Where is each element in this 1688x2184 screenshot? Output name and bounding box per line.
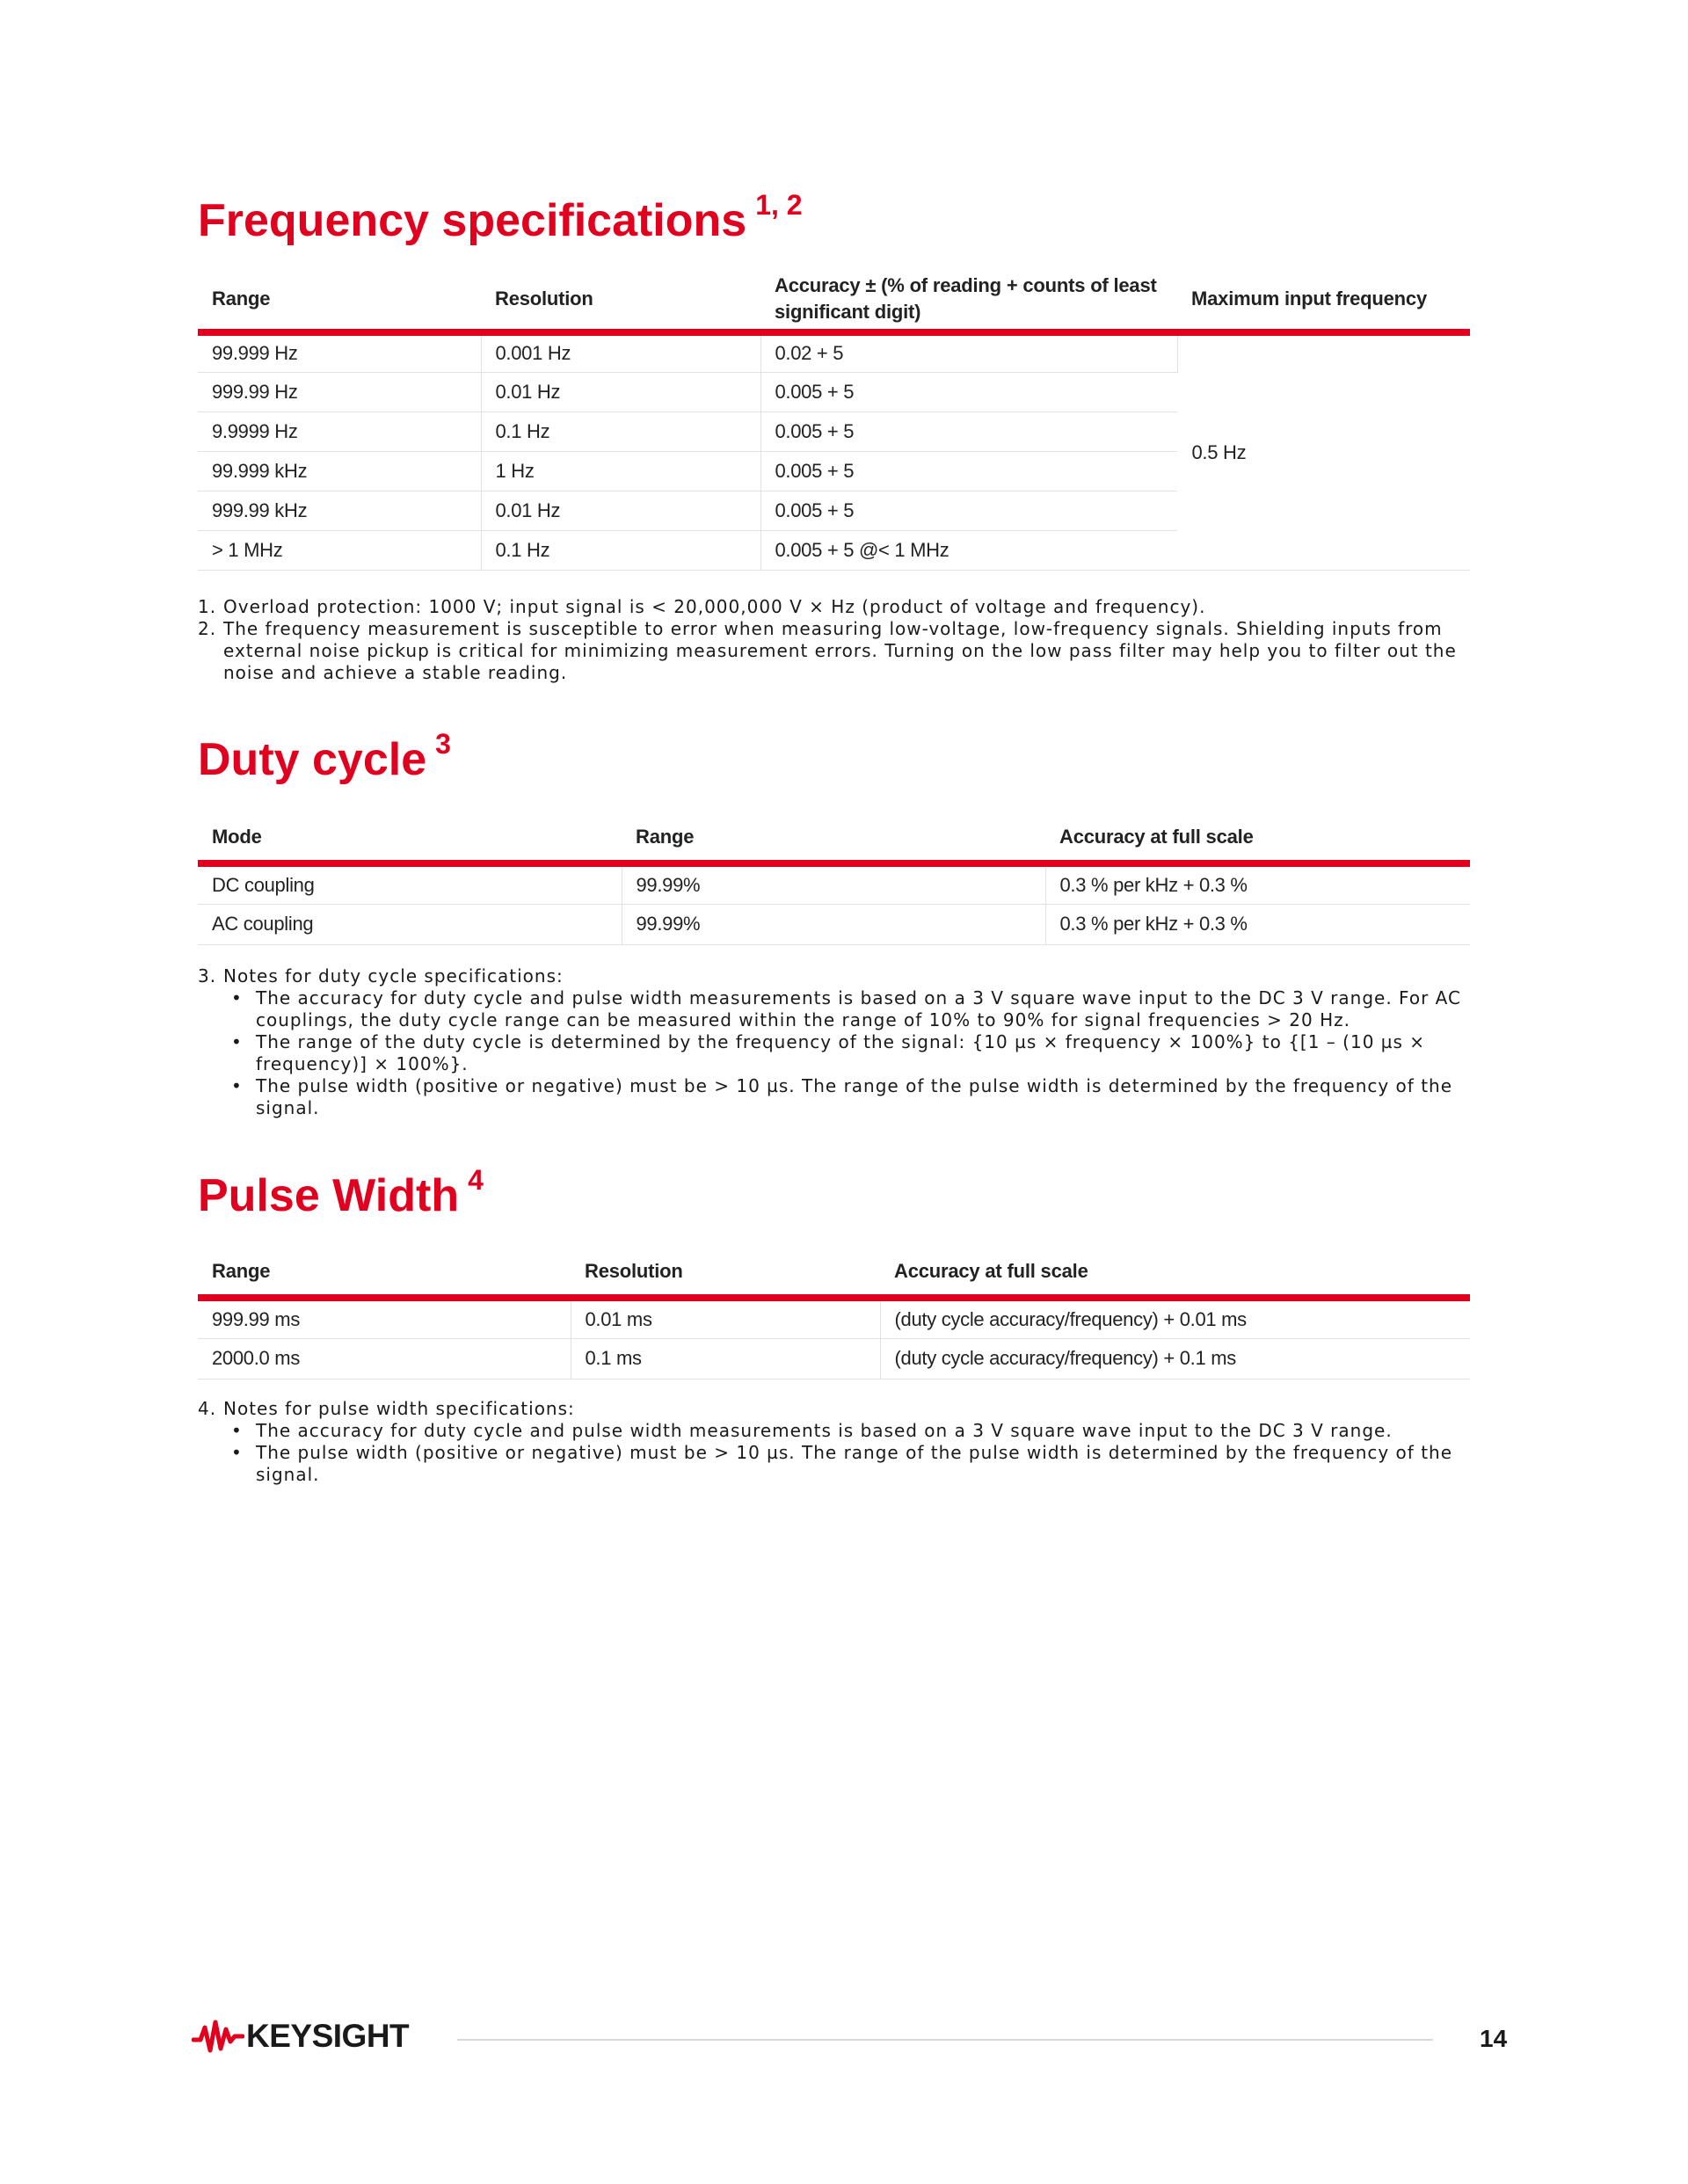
column-header: Accuracy ± (% of reading + counts of least significant digit) <box>760 268 1177 332</box>
column-header: Accuracy at full scale <box>880 1249 1470 1298</box>
table-cell: 99.999 Hz <box>198 332 481 372</box>
table-cell: DC coupling <box>198 863 622 904</box>
table-cell: > 1 MHz <box>198 530 481 570</box>
table-cell: 999.99 Hz <box>198 372 481 411</box>
table-cell: 99.999 kHz <box>198 451 481 491</box>
column-header: Range <box>198 1249 571 1298</box>
footnote: 3. Notes for duty cycle specifications: • The accuracy for duty cycle and pulse width measurements is based on a 3 V square wave input to the DC 3 V range. For AC couplings, the duty cycle range can be measured within the range of 10% to 90% for signal frequencies > 20 Hz. • The range of the duty cycle is determined by the frequency of the signal: {10 µs × frequency × 100%} to {[1 – (10 µs × frequency)] × 100%}. • The pulse width (positive or negative) must be > 10 µs. The range of the pulse width is determined by the frequency of the signal. <box>198 965 1481 1119</box>
table-cell: 0.1 Hz <box>481 411 760 451</box>
table-cell: (duty cycle accuracy/frequency) + 0.1 ms <box>880 1338 1470 1379</box>
table-cell: 0.3 % per kHz + 0.3 % <box>1045 904 1470 944</box>
keysight-logo <box>192 2017 409 2056</box>
table-cell: 0.3 % per kHz + 0.3 % <box>1045 863 1470 904</box>
table-row <box>198 904 1470 944</box>
table-cell: 0.001 Hz <box>481 332 760 372</box>
table-cell: 0.1 ms <box>571 1338 880 1379</box>
table-cell: 0.005 + 5 <box>760 491 1177 530</box>
frequency-header-row <box>198 268 1470 332</box>
footnote-bullet: • The pulse width (positive or negative) must be > 10 µs. The range of the pulse width is determined by the frequency of the signal. <box>231 1075 1453 1118</box>
frequency-title: Frequency specifications $^{1, 2}$ <box>198 188 803 246</box>
table-cell: 0.005 + 5 <box>760 451 1177 491</box>
duty-cycle-title-footnote-ref: 3 <box>435 727 451 760</box>
duty-cycle-header-row <box>198 813 1470 863</box>
footer-divider <box>457 2039 1433 2041</box>
footnote-bullet: • The pulse width (positive or negative) must be > 10 µs. The range of the pulse width is determined by the frequency of the signal. <box>231 1442 1453 1485</box>
table-row <box>198 332 1470 372</box>
frequency-title-footnote-ref: 1, 2 <box>755 188 803 221</box>
table-cell: 9.9999 Hz <box>198 411 481 451</box>
table-cell: 0.01 Hz <box>481 491 760 530</box>
max-input-frequency-cell: 0.5 Hz <box>1177 332 1470 570</box>
table-cell: 0.005 + 5 <box>760 411 1177 451</box>
duty-cycle-table <box>198 813 1470 945</box>
page-number: 14 <box>1480 2025 1508 2052</box>
column-header: Mode <box>198 813 622 863</box>
frequency-footnotes <box>198 596 1481 684</box>
column-header: Maximum input frequency <box>1177 268 1470 332</box>
table-cell: 1 Hz <box>481 451 760 491</box>
table-row <box>198 1298 1470 1338</box>
table-cell: 0.005 + 5 <box>760 372 1177 411</box>
pulse-width-header-row <box>198 1249 1470 1298</box>
footnote: 2. The frequency measurement is susceptible to error when measuring low-voltage, low-frequency signals. Shielding inputs from external noise pickup is critical for minimizing measurement errors. Turning on the low pass filter may help you to filter out the noise and achieve a stable reading. <box>198 618 1457 683</box>
table-cell: AC coupling <box>198 904 622 944</box>
table-row <box>198 863 1470 904</box>
pulse-width-table <box>198 1249 1470 1380</box>
table-cell: 0.1 Hz <box>481 530 760 570</box>
frequency-table <box>198 268 1470 571</box>
table-cell: 999.99 kHz <box>198 491 481 530</box>
table-cell: 0.01 Hz <box>481 372 760 411</box>
pulse-width-footnotes <box>198 1398 1481 1486</box>
table-cell: 0.02 + 5 <box>760 332 1177 372</box>
column-header: Resolution <box>571 1249 880 1298</box>
table-cell: (duty cycle accuracy/frequency) + 0.01 ms <box>880 1298 1470 1338</box>
footnote: 4. Notes for pulse width specifications: • The accuracy for duty cycle and pulse width measurements is based on a 3 V square wave input to the DC 3 V range. • The pulse width (positive or negative) must be > 10 µs. The range of the pulse width is determined by the frequency of the signal. <box>198 1398 1481 1486</box>
logo-wordmark: KEYSIGHT <box>246 2018 410 2054</box>
table-cell: 99.99% <box>622 863 1045 904</box>
column-header: Accuracy at full scale <box>1045 813 1470 863</box>
footnote-bullet: • The accuracy for duty cycle and pulse width measurements is based on a 3 V square wave input to the DC 3 V range. For AC couplings, the duty cycle range can be measured within the range of 10% to 90% for signal frequencies > 20 Hz. <box>231 987 1461 1030</box>
duty-cycle-footnotes <box>198 965 1481 1119</box>
duty-cycle-title: Duty cycle $^3$ <box>198 727 451 785</box>
column-header: Range <box>198 268 481 332</box>
pulse-width-title: Pulse Width $^4$ <box>198 1163 484 1221</box>
table-cell: 999.99 ms <box>198 1298 571 1338</box>
table-cell: 2000.0 ms <box>198 1338 571 1379</box>
table-cell: 0.01 ms <box>571 1298 880 1338</box>
table-cell: 0.005 + 5 @< 1 MHz <box>760 530 1177 570</box>
footnote: 1. Overload protection: 1000 V; input signal is < 20,000,000 V × Hz (product of voltage and frequency). <box>198 596 1206 617</box>
column-header: Range <box>622 813 1045 863</box>
table-cell: 99.99% <box>622 904 1045 944</box>
footnote-bullet: • The range of the duty cycle is determined by the frequency of the signal: {10 µs × frequency × 100%} to {[1 – (10 µs × frequency)] × 100%}. <box>231 1031 1426 1074</box>
table-row <box>198 1338 1470 1379</box>
pulse-width-title-footnote-ref: 4 <box>468 1163 484 1196</box>
column-header: Resolution <box>481 268 760 332</box>
footnote-bullet: • The accuracy for duty cycle and pulse width measurements is based on a 3 V square wave input to the DC 3 V range. <box>231 1420 1393 1441</box>
keysight-wave-icon <box>192 2017 244 2056</box>
